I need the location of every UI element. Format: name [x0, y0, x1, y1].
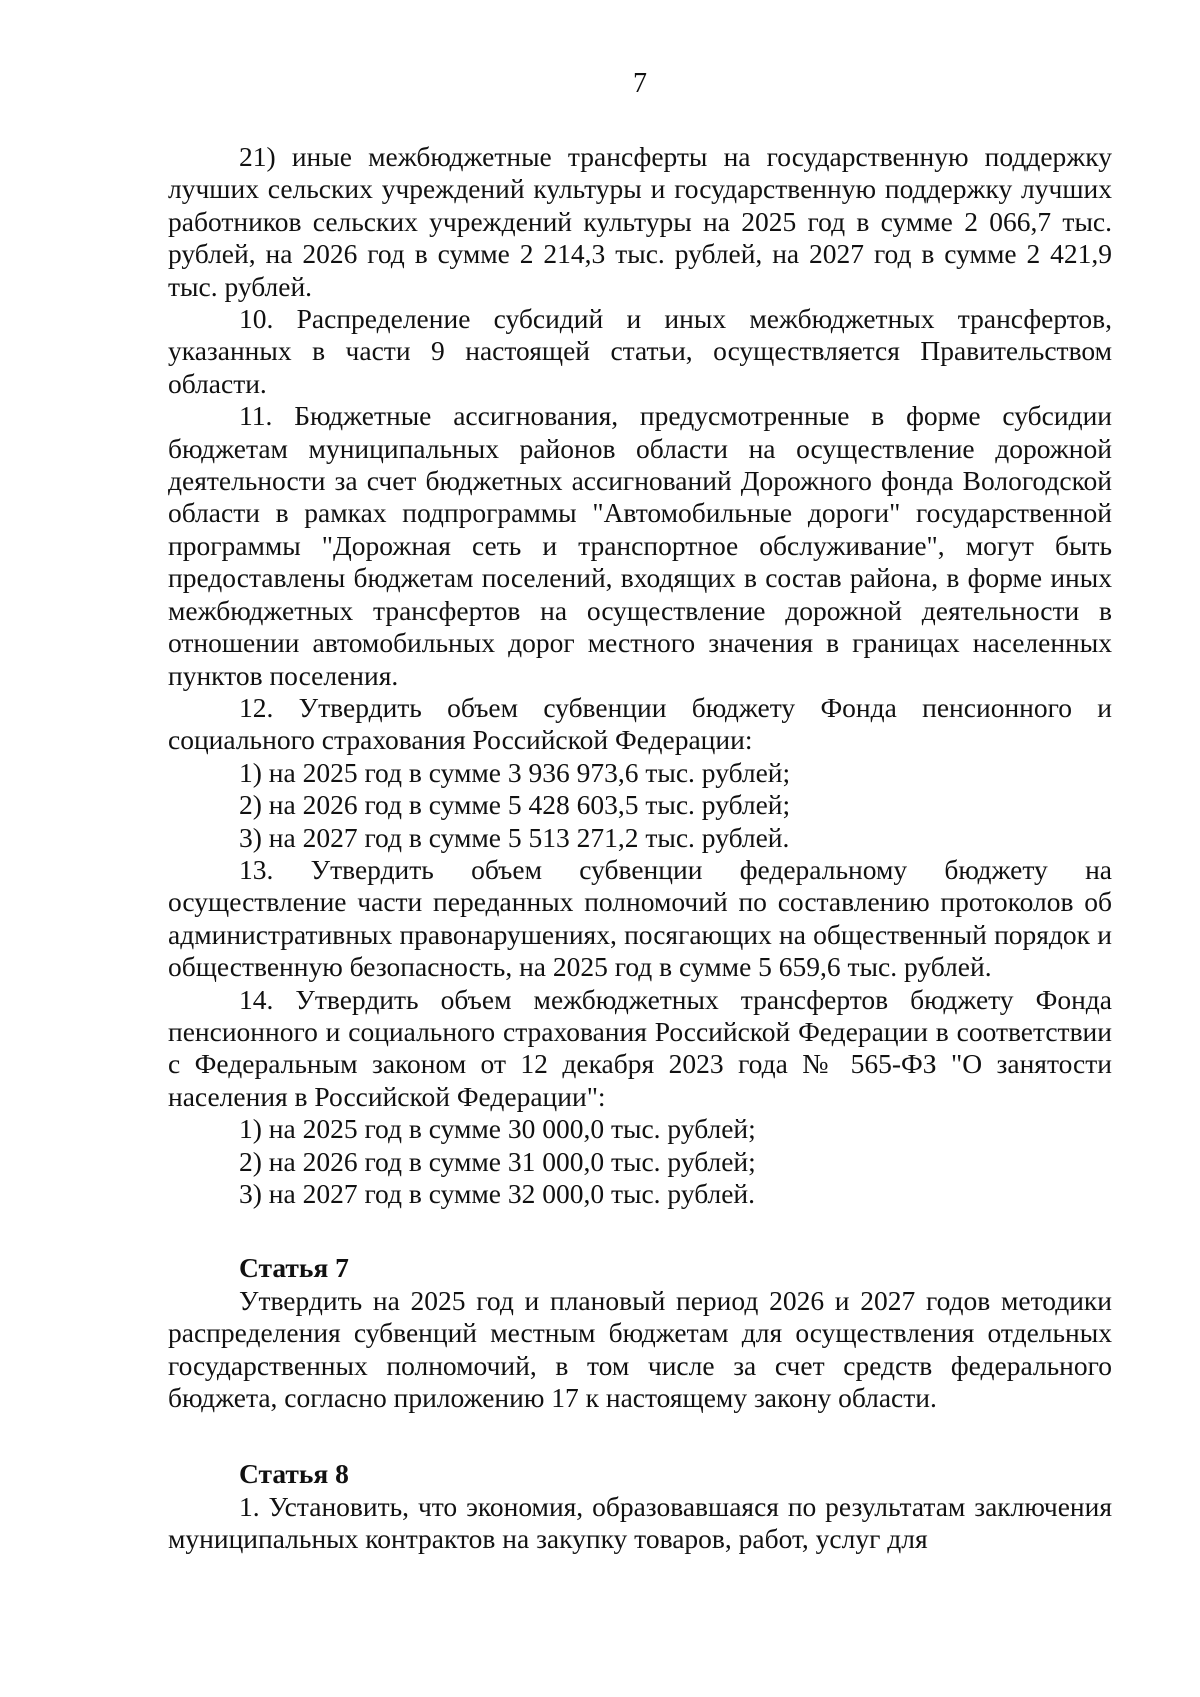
- article-8-paragraph-1: 1. Установить, что экономия, образовавшаяся по результатам заключения муниципальных контрактов на закупку товаров, работ, услуг для: [168, 1490, 1112, 1555]
- paragraph-12: 12. Утвердить объем субвенции бюджету Фонда пенсионного и социального страхования Российской Федерации:: [168, 691, 1112, 756]
- paragraph-10: 10. Распределение субсидий и иных межбюджетных трансфертов, указанных в части 9 настоящей статьи, осуществляется Правительством области.: [168, 303, 1112, 399]
- article-8-heading: Статья 8: [239, 1458, 349, 1490]
- article-7-heading: Статья 7: [239, 1252, 349, 1284]
- document-body: [168, 141, 1112, 1556]
- article-7-text: Утвердить на 2025 год и плановый период 2026 и 2027 годов методики распределения субвенций местным бюджетам для осуществления отдельных государственных полномочий, в том числе за счет средств федерального бюджета, согласно приложению 17 к настоящему закону области.: [168, 1284, 1112, 1414]
- paragraph-14-item-1: 1) на 2025 год в сумме 30 000,0 тыс. рублей;: [239, 1113, 756, 1145]
- paragraph-13: 13. Утвердить объем субвенции федеральному бюджету на осуществление части переданных полномочий по составлению протоколов об административных правонарушениях, посягающих на общественный порядок и общественную безопасность, на 2025 год в сумме 5 659,6 тыс. рублей.: [168, 853, 1112, 983]
- page-number: 7: [633, 68, 647, 99]
- paragraph-12-item-1: 1) на 2025 год в сумме 3 936 973,6 тыс. рублей;: [239, 756, 791, 788]
- paragraph-14: 14. Утвердить объем межбюджетных трансфертов бюджету Фонда пенсионного и социального страхования Российской Федерации в соответствии с Федеральным законом от 12 декабря 2023 года № 565-ФЗ "О занятости населения в Российской Федерации":: [168, 983, 1112, 1112]
- paragraph-14-item-3: 3) на 2027 год в сумме 32 000,0 тыс. рублей.: [239, 1178, 756, 1209]
- paragraph-14-item-2: 2) на 2026 год в сумме 31 000,0 тыс. рублей;: [239, 1145, 756, 1177]
- paragraph-12-item-3: 3) на 2027 год в сумме 5 513 271,2 тыс. рублей.: [239, 821, 790, 853]
- paragraph-11: 11. Бюджетные ассигнования, предусмотренные в форме субсидии бюджетам муниципальных районов области на осуществление дорожной деятельности за счет бюджетных ассигнований Дорожного фонда Вологодской области в рамках подпрограммы "Автомобильные дороги" государственной программы "Дорожная сеть и транспортное обслуживание", могут быть предоставлены бюджетам поселений, входящих в состав района, в форме иных межбюджетных трансфертов на осуществление дорожной деятельности в отношении автомобильных дорог местного значения в границах населенных пунктов поселения.: [168, 400, 1112, 691]
- paragraph-12-item-2: 2) на 2026 год в сумме 5 428 603,5 тыс. рублей;: [239, 789, 791, 821]
- paragraph-9-item-21: 21) иные межбюджетные трансферты на государственную поддержку лучших сельских учреждений культуры и государственную поддержку лучших работников сельских учреждений культуры на 2025 год в сумме 2 066,7 тыс. рублей, на 2026 год в сумме 2 214,3 тыс. рублей, на 2027 год в сумме 2 421,9 тыс. рублей.: [168, 141, 1112, 302]
